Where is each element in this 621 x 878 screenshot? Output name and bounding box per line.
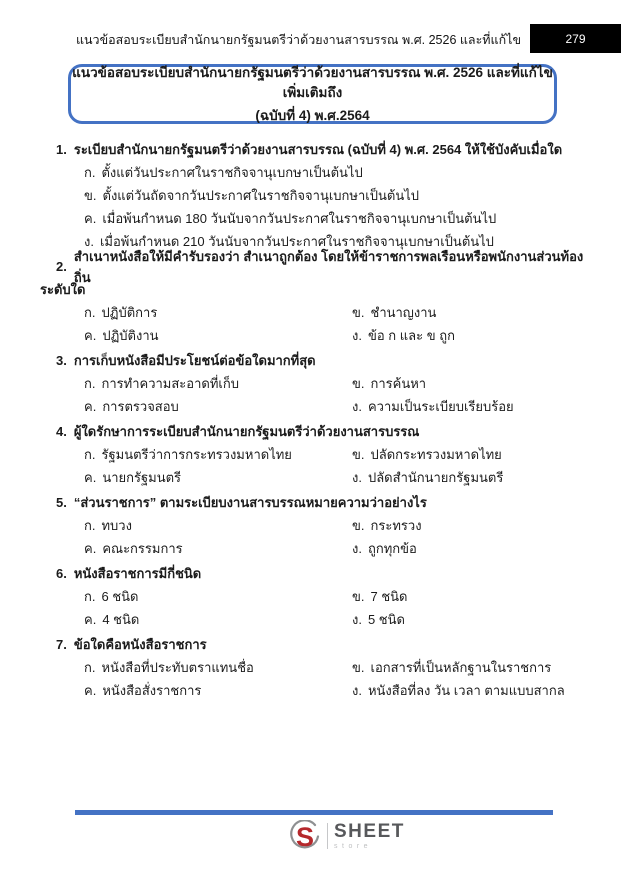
choice-item — [352, 443, 585, 466]
page-number: 279 — [565, 31, 586, 46]
choice-label: ง. — [84, 234, 94, 249]
choice-item — [84, 301, 352, 324]
question-text-line2: ระดับใด — [40, 282, 86, 297]
choice-item — [352, 656, 585, 679]
question-item — [40, 420, 585, 489]
choice-label: ง. — [352, 399, 362, 414]
choice-label: ก. — [84, 305, 96, 320]
question-number: 1. — [56, 142, 67, 157]
question-number: 4. — [56, 424, 67, 439]
choice-item — [352, 608, 585, 631]
brand-subtitle: store — [334, 843, 373, 850]
choice-label: ง. — [352, 328, 362, 343]
choice-label: ข. — [84, 188, 97, 203]
choice-item — [352, 514, 585, 537]
choice-text: 4 ชนิด — [102, 612, 140, 627]
choice-item — [84, 585, 352, 608]
choice-text: ปฏิบัติการ — [101, 305, 158, 320]
choice-text: ข้อ ก และ ข ถูก — [367, 328, 455, 343]
choice-item — [84, 372, 352, 395]
question-text: การเก็บหนังสือมีประโยชน์ต่อข้อใดมากที่สุด — [73, 353, 316, 368]
choice-item — [84, 514, 352, 537]
choice-text: การค้นหา — [370, 376, 427, 391]
choice-group — [40, 161, 585, 253]
choice-item — [84, 466, 352, 489]
page-number-box — [530, 24, 621, 53]
choice-text: นายกรัฐมนตรี — [102, 470, 182, 485]
question-header — [40, 633, 585, 656]
choice-label: ค. — [84, 612, 97, 627]
choice-label: ข. — [352, 518, 365, 533]
question-text: “ส่วนราชการ” ตามระเบียบงานสารบรรณหมายความว่าอย่างไร — [73, 495, 427, 510]
choice-item — [84, 443, 352, 466]
choice-text: 5 ชนิด — [367, 612, 405, 627]
choice-text: เอกสารที่เป็นหลักฐานในราชการ — [370, 660, 552, 675]
choice-label: ค. — [84, 328, 97, 343]
sheet-logo-s-icon — [289, 820, 321, 852]
choice-text: ถูกทุกข้อ — [367, 541, 417, 556]
choice-label: ก. — [84, 518, 96, 533]
choice-item — [84, 656, 352, 679]
question-item — [40, 349, 585, 418]
choice-label: ง. — [352, 541, 362, 556]
brand-block — [334, 822, 405, 850]
choice-label: ก. — [84, 165, 96, 180]
question-item — [40, 138, 585, 253]
title-box — [68, 64, 557, 124]
question-item — [40, 491, 585, 560]
choice-text: ตั้งแต่วันถัดจากวันประกาศในราชกิจจานุเบกษาเป็นต้นไป — [102, 188, 419, 203]
choice-item — [352, 537, 585, 560]
choice-group — [40, 443, 585, 489]
question-number: 7. — [56, 637, 67, 652]
choice-label: ค. — [84, 399, 97, 414]
choice-text: 7 ชนิด — [370, 589, 408, 604]
choice-label: ก. — [84, 589, 96, 604]
choice-item — [84, 207, 585, 230]
question-header — [40, 420, 585, 443]
question-item — [40, 633, 585, 702]
running-header-title: แนวข้อสอบระเบียบสำนักนายกรัฐมนตรีว่าด้วยงานสารบรรณ พ.ศ. 2526 และที่แก้ไข — [75, 33, 521, 47]
question-text: ข้อใดคือหนังสือราชการ — [73, 637, 207, 652]
choice-label: ค. — [84, 470, 97, 485]
choice-item — [84, 537, 352, 560]
choice-item — [84, 679, 352, 702]
choice-label: ข. — [352, 447, 365, 462]
choice-label: ง. — [352, 612, 362, 627]
choice-text: คณะกรรมการ — [102, 541, 183, 556]
title-line-1: แนวข้อสอบระเบียบสำนักนายกรัฐมนตรีว่าด้วยงานสารบรรณ พ.ศ. 2526 และที่แก้ไขเพิ่มเติมถึง — [72, 64, 553, 100]
question-number: 2. — [56, 259, 67, 274]
question-text: หนังสือราชการมีกี่ชนิด — [73, 566, 202, 581]
choice-group — [40, 301, 585, 347]
choice-item — [84, 324, 352, 347]
choice-item — [352, 466, 585, 489]
choice-label: ง. — [352, 470, 362, 485]
choice-group — [40, 656, 585, 702]
choice-item — [84, 161, 585, 184]
choice-item — [352, 301, 585, 324]
choice-text: หนังสือที่ลง วัน เวลา ตามแบบสากล — [367, 683, 565, 698]
choice-text: การทำความสะอาดที่เก็บ — [101, 376, 239, 391]
choice-label: ค. — [84, 211, 97, 226]
choice-text: รัฐมนตรีว่าการกระทรวงมหาดไทย — [101, 447, 292, 462]
choice-label: ก. — [84, 376, 96, 391]
choice-text: ทบวง — [101, 518, 132, 533]
choice-label: ง. — [352, 683, 362, 698]
choice-item — [352, 395, 585, 418]
choice-label: ค. — [84, 541, 97, 556]
choice-label: ข. — [352, 589, 365, 604]
question-number: 5. — [56, 495, 67, 510]
choice-group — [40, 372, 585, 418]
choice-text: การตรวจสอบ — [102, 399, 179, 414]
question-number: 6. — [56, 566, 67, 581]
choice-item — [84, 608, 352, 631]
title-line-2: (ฉบับที่ 4) พ.ศ.2564 — [255, 107, 370, 123]
sheet-store-logo — [289, 820, 405, 852]
choice-item — [352, 372, 585, 395]
choice-item — [352, 585, 585, 608]
question-header — [40, 349, 585, 372]
question-header — [40, 138, 585, 161]
logo-divider — [327, 823, 328, 849]
logo-letter: S — [295, 822, 315, 852]
choice-text: หนังสือที่ประทับตราแทนชื่อ — [101, 660, 254, 675]
choice-text: เมื่อพ้นกำหนด 180 วันนับจากวันประกาศในราชกิจจานุเบกษาเป็นต้นไป — [102, 211, 497, 226]
choice-item — [352, 679, 585, 702]
choice-item — [84, 395, 352, 418]
questions-section — [40, 138, 585, 702]
brand-name: SHEET — [334, 821, 405, 842]
choice-item — [84, 184, 585, 207]
choice-text: 6 ชนิด — [101, 589, 139, 604]
choice-group — [40, 585, 585, 631]
choice-label: ค. — [84, 683, 97, 698]
choice-label: ก. — [84, 447, 96, 462]
choice-label: ก. — [84, 660, 96, 675]
question-text: ระเบียบสำนักนายกรัฐมนตรีว่าด้วยงานสารบรรณ (ฉบับที่ 4) พ.ศ. 2564 ให้ใช้บังคับเมื่อใด — [73, 142, 563, 157]
choice-text: ปลัดสำนักนายกรัฐมนตรี — [367, 470, 504, 485]
choice-text: ตั้งแต่วันประกาศในราชกิจจานุเบกษาเป็นต้นไป — [101, 165, 363, 180]
choice-label: ข. — [352, 376, 365, 391]
choice-label: ข. — [352, 305, 365, 320]
choice-label: ข. — [352, 660, 365, 675]
choice-text: หนังสือสั่งราชการ — [102, 683, 202, 698]
choice-text: กระทรวง — [370, 518, 422, 533]
question-text: สำเนาหนังสือให้มีคำรับรองว่า สำเนาถูกต้อง โดยให้ข้าราชการพลเรือนหรือพนักงานส่วนท้องถิ่น — [73, 248, 584, 285]
choice-text: ปลัดกระทรวงมหาดไทย — [370, 447, 502, 462]
footer-accent-bar — [75, 810, 553, 815]
choice-text: ชำนาญงาน — [370, 305, 437, 320]
question-item — [40, 248, 585, 347]
choice-text: ความเป็นระเบียบเรียบร้อย — [367, 399, 514, 414]
choice-item — [352, 324, 585, 347]
question-header — [40, 491, 585, 514]
choice-text: เมื่อพ้นกำหนด 210 วันนับจากวันประกาศในราชกิจจานุเบกษาเป็นต้นไป — [99, 234, 494, 249]
question-header — [40, 248, 585, 285]
choice-group — [40, 514, 585, 560]
question-item — [40, 562, 585, 631]
question-number: 3. — [56, 353, 67, 368]
question-text: ผู้ใดรักษาการระเบียบสำนักนายกรัฐมนตรีว่าด้วยงานสารบรรณ — [73, 424, 420, 439]
choice-text: ปฏิบัติงาน — [102, 328, 159, 343]
question-header — [40, 562, 585, 585]
